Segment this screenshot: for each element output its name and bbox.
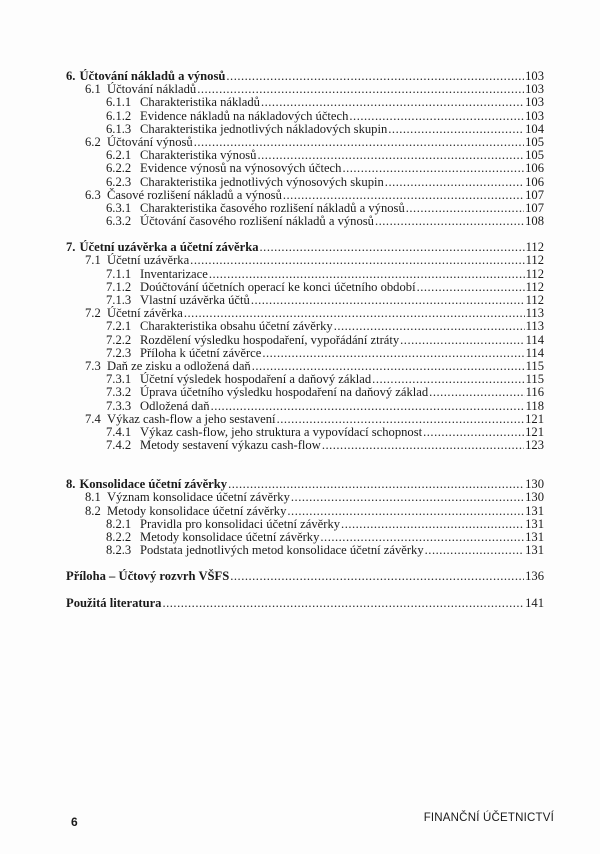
entry-number: 6. xyxy=(66,69,76,83)
toc-entry xyxy=(66,347,544,360)
entry-page-number: 112 xyxy=(525,293,544,307)
entry-page-number: 112 xyxy=(525,266,544,281)
dot-leader xyxy=(262,347,524,360)
entry-number: 6.3.2 xyxy=(106,214,132,229)
entry-page-number: 118 xyxy=(525,398,544,413)
dot-leader xyxy=(400,334,524,347)
toc-section xyxy=(66,570,544,583)
dot-leader xyxy=(334,320,525,333)
entry-page-number: 141 xyxy=(525,595,544,610)
entry-title: Použitá literatura xyxy=(66,595,162,610)
entry-page-number: 107 xyxy=(525,200,544,215)
dot-leader xyxy=(162,597,524,610)
dot-leader xyxy=(209,268,525,281)
entry-title: Charakteristika časového rozlišení nákladů a výnosů xyxy=(140,200,405,215)
dot-leader xyxy=(342,162,524,175)
entry-page-number: 112 xyxy=(525,279,544,294)
entry-number: 6.2 xyxy=(85,134,101,149)
entry-number: 7.2.1 xyxy=(106,319,132,334)
entry-number: 8.2 xyxy=(85,503,101,518)
entry-page-number: 130 xyxy=(525,490,544,505)
entry-number: 6.1.1 xyxy=(106,95,132,110)
dot-leader xyxy=(251,294,525,307)
entry-title: Rozdělení výsledku hospodaření, vypořádání ztráty xyxy=(140,332,400,347)
entry-number: 7.3.3 xyxy=(106,398,132,413)
entry-number: 6.2.1 xyxy=(106,148,132,163)
entry-page-number: 103 xyxy=(525,108,544,123)
entry-title: Evidence nákladů na nákladových účtech xyxy=(140,108,349,123)
toc-section xyxy=(66,70,544,228)
entry-number: 7. xyxy=(66,240,76,255)
toc-entry xyxy=(66,386,544,399)
entry-number: 7.1.3 xyxy=(106,293,132,307)
entry-number: 8. xyxy=(66,477,76,492)
dot-leader xyxy=(190,254,524,267)
entry-number: 7.4.1 xyxy=(106,424,132,439)
toc-entry xyxy=(66,189,544,202)
toc-entry xyxy=(66,123,544,136)
toc-entry xyxy=(66,83,544,96)
entry-page-number: 113 xyxy=(525,319,544,334)
dot-leader xyxy=(385,176,524,189)
entry-number: 7.3 xyxy=(85,358,101,373)
entry-number: 8.2.3 xyxy=(106,543,132,558)
entry-title: Charakteristika jednotlivých nákladových skupin xyxy=(140,121,388,136)
dot-leader xyxy=(260,241,525,254)
dot-leader xyxy=(425,544,524,557)
toc-entry xyxy=(66,162,544,175)
toc-entry xyxy=(66,544,544,557)
entry-page-number: 131 xyxy=(525,530,544,544)
entry-title: Charakteristika obsahu účetní závěrky xyxy=(140,319,333,334)
entry-title: Účtování časového rozlišení nákladů a výnosů xyxy=(140,214,374,229)
entry-page-number: 131 xyxy=(525,516,544,531)
toc-entry xyxy=(66,400,544,413)
entry-title: Výkaz cash-flow, jeho struktura a vypovídací schopnost xyxy=(140,424,423,439)
dot-leader xyxy=(291,491,524,504)
dot-leader xyxy=(423,426,524,439)
toc-entry xyxy=(66,491,544,504)
entry-page-number: 121 xyxy=(525,424,544,439)
entry-page-number: 103 xyxy=(525,95,544,110)
dot-leader xyxy=(417,281,525,294)
entry-page-number: 104 xyxy=(525,121,544,136)
entry-page-number: 112 xyxy=(525,240,544,255)
entry-title: Podstata jednotlivých metod konsolidace účetní závěrky xyxy=(140,543,424,558)
entry-title: Metody sestavení výkazu cash-flow xyxy=(140,438,321,453)
entry-page-number: 107 xyxy=(525,187,544,202)
entry-page-number: 123 xyxy=(525,438,544,453)
toc-section xyxy=(66,241,544,452)
entry-number: 8.1 xyxy=(85,490,101,505)
entry-page-number: 116 xyxy=(525,385,544,400)
entry-title: Inventarizace xyxy=(140,266,208,281)
entry-title: Evidence výnosů na výnosových účtech xyxy=(140,161,342,176)
dot-leader xyxy=(349,110,524,123)
entry-title: Úprava účetního výsledku hospodaření na daňový základ xyxy=(140,385,429,400)
toc-entry xyxy=(66,176,544,189)
entry-title: Daň ze zisku a odložená daň xyxy=(107,358,251,373)
entry-number: 7.2.3 xyxy=(106,345,132,360)
toc-section xyxy=(66,478,544,557)
dot-leader xyxy=(211,400,525,413)
dot-leader xyxy=(341,518,524,531)
toc-chapter-entry xyxy=(66,597,544,610)
entry-number: 7.1.1 xyxy=(106,266,132,281)
toc-entry xyxy=(66,320,544,333)
dot-leader xyxy=(261,96,524,109)
entry-title: Charakteristika jednotlivých výnosových skupin xyxy=(140,174,384,189)
dot-leader xyxy=(322,439,524,452)
toc-entry xyxy=(66,136,544,149)
entry-title: Účetní výsledek hospodaření a daňový základ xyxy=(140,372,372,387)
dot-leader xyxy=(277,413,525,426)
entry-page-number: 131 xyxy=(525,503,544,518)
entry-page-number: 131 xyxy=(525,543,544,558)
entry-number: 8.2.2 xyxy=(106,530,132,544)
entry-title: Konsolidace účetní závěrky xyxy=(79,477,228,492)
entry-title: Příloha k účetní závěrce xyxy=(140,345,262,360)
entry-page-number: 114 xyxy=(525,332,544,347)
entry-title: Význam konsolidace účetní závěrky xyxy=(107,490,290,505)
entry-number: 6.2.2 xyxy=(106,161,132,176)
entry-title: Odložená daň xyxy=(140,398,210,413)
toc-entry xyxy=(66,254,544,267)
entry-number: 6.3.1 xyxy=(106,200,132,215)
entry-number: 7.3.1 xyxy=(106,372,132,387)
toc-entry xyxy=(66,413,544,426)
entry-title: Pravidla pro konsolidaci účetní závěrky xyxy=(140,516,341,531)
entry-title: Účetní závěrka xyxy=(107,306,183,321)
entry-number: 6.1.2 xyxy=(106,108,132,123)
entry-title: Účetní uzávěrka a účetní závěrka xyxy=(79,240,259,255)
dot-leader xyxy=(406,202,524,215)
entry-title: Příloha – Účtový rozvrh VŠFS xyxy=(66,569,230,584)
entry-page-number: 136 xyxy=(525,569,544,584)
entry-title: Účetní uzávěrka xyxy=(107,253,190,268)
entry-title: Metody konsolidace účetní závěrky xyxy=(107,503,287,518)
toc-entry xyxy=(66,96,544,109)
page-number: 6 xyxy=(71,815,78,829)
entry-title: Účtování nákladů a výnosů xyxy=(79,69,226,83)
dot-leader xyxy=(388,123,524,136)
entry-page-number: 106 xyxy=(525,174,544,189)
toc-entry xyxy=(66,334,544,347)
dot-leader xyxy=(230,570,524,583)
entry-page-number: 103 xyxy=(525,69,544,83)
entry-number: 8.2.1 xyxy=(106,516,132,531)
toc-section xyxy=(66,597,544,610)
entry-number: 7.2.2 xyxy=(106,332,132,347)
table-of-contents xyxy=(66,70,544,623)
toc-chapter-entry xyxy=(66,570,544,583)
entry-number: 7.3.2 xyxy=(106,385,132,400)
entry-number: 6.1 xyxy=(85,82,101,97)
entry-page-number: 106 xyxy=(525,161,544,176)
toc-entry xyxy=(66,215,544,228)
toc-entry xyxy=(66,110,544,123)
entry-title: Účtování výnosů xyxy=(107,134,193,149)
entry-number: 6.2.3 xyxy=(106,174,132,189)
entry-page-number: 105 xyxy=(525,134,544,149)
toc-entry xyxy=(66,268,544,281)
dot-leader xyxy=(287,505,524,518)
entry-page-number: 114 xyxy=(525,345,544,360)
toc-entry xyxy=(66,281,544,294)
toc-entry xyxy=(66,505,544,518)
dot-leader xyxy=(375,215,524,228)
entry-page-number: 121 xyxy=(525,411,544,426)
entry-title: Vlastní uzávěrka účtů xyxy=(140,293,250,307)
dot-leader xyxy=(429,386,524,399)
entry-title: Výkaz cash-flow a jeho sestavení xyxy=(107,411,276,426)
entry-page-number: 115 xyxy=(525,372,544,387)
entry-page-number: 105 xyxy=(525,148,544,163)
entry-number: 6.3 xyxy=(85,187,101,202)
entry-page-number: 112 xyxy=(525,253,544,268)
dot-leader xyxy=(226,70,524,83)
entry-number: 7.1.2 xyxy=(106,279,132,294)
entry-number: 6.1.3 xyxy=(106,121,132,136)
entry-page-number: 103 xyxy=(525,82,544,97)
entry-number: 7.2 xyxy=(85,306,101,321)
entry-title: Účtování nákladů xyxy=(107,82,197,97)
entry-number: 7.4.2 xyxy=(106,438,132,453)
toc-entry xyxy=(66,439,544,452)
entry-number: 7.1 xyxy=(85,253,101,268)
entry-number: 7.4 xyxy=(85,411,101,426)
entry-title: Charakteristika nákladů xyxy=(140,95,260,110)
entry-page-number: 108 xyxy=(525,214,544,229)
entry-title: Časové rozlišení nákladů a výnosů xyxy=(107,187,282,202)
entry-page-number: 130 xyxy=(525,477,544,492)
dot-leader xyxy=(283,189,524,202)
entry-title: Doúčtování účetních operací ke konci účetního období xyxy=(140,279,416,294)
entry-page-number: 113 xyxy=(525,306,544,321)
entry-title: Metody konsolidace účetní závěrky xyxy=(140,530,320,544)
running-footer-title: FINANČNÍ ÚČETNICTVÍ xyxy=(423,812,554,824)
entry-title: Charakteristika výnosů xyxy=(140,148,257,163)
entry-page-number: 115 xyxy=(525,358,544,373)
